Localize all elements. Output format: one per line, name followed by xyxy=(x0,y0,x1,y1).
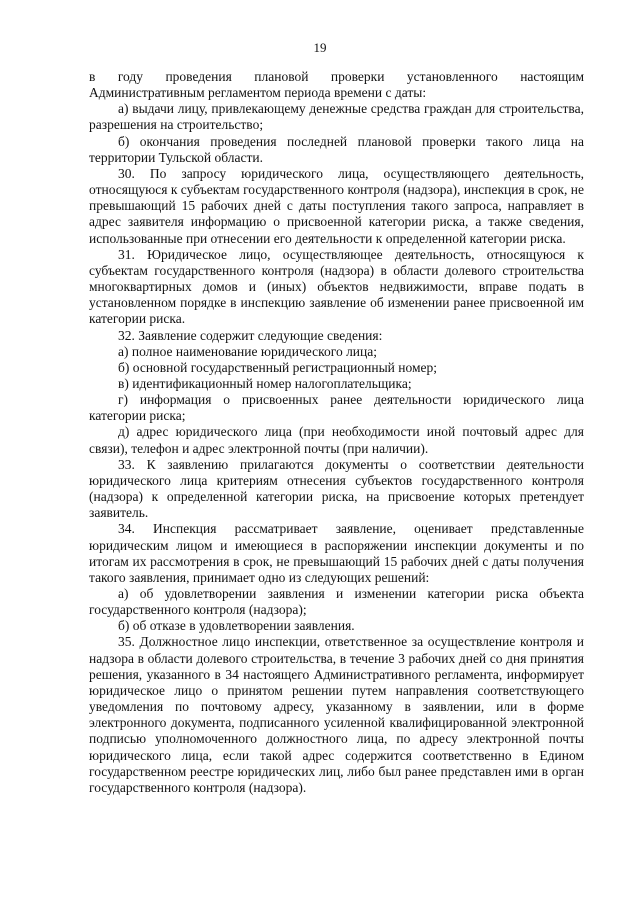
paragraph-35: 35. Должностное лицо инспекции, ответственное за осуществление контроля и надзора в области долевого строительства, в течение 3 рабочих дней со дня принятия решения, указанного в 34 настоящего Административного регламента, информирует юридическое лицо о принятом решении путем направления соответствующего уведомления по почтовому адресу, указанному в заявлении, или в форме электронного документа, подписанного усиленной квалифицированной электронной подписью уполномоченного должностного лица, по адресу электронной почты юридического лица, если такой адрес содержится соответственно в Едином государственном реестре юридических лиц, либо был ранее представлен ими в орган государственного контроля (надзора). xyxy=(89,634,584,795)
paragraph-32-item-a: а) полное наименование юридического лица; xyxy=(118,343,377,359)
paragraph-32-item-b: б) основной государственный регистрационный номер; xyxy=(118,359,438,375)
paragraph-32-item-c: в) идентификационный номер налогоплательщика; xyxy=(118,375,412,391)
paragraph-item-a-issuance: а) выдачи лицу, привлекающему денежные средства граждан для строительства, разрешения на строительство; xyxy=(89,101,584,133)
paragraph-31: 31. Юридическое лицо, осуществляющее деятельность, относящуюся к субъектам государственного контроля (надзора) в области долевого строительства многоквартирных домов и (иных) объектов недвижимости, вправе подать в установленном порядке в инспекцию заявление об изменении ранее присвоенной им категории риска. xyxy=(89,246,584,327)
paragraph-continuation: в году проведения плановой проверки установленного настоящим Административным регламентом периода времени с даты: xyxy=(89,69,584,101)
paragraph-33: 33. К заявлению прилагаются документы о соответствии деятельности юридического лица критериям отнесения субъектов государственного контроля (надзора) к определенной категории риска, на присвоение которых претендует заявитель. xyxy=(89,456,584,521)
document-body xyxy=(89,69,584,796)
paragraph-34-item-a: а) об удовлетворении заявления и изменении категории риска объекта государственного контроля (надзора); xyxy=(89,586,584,618)
paragraph-32: 32. Заявление содержит следующие сведения: xyxy=(118,327,383,343)
paragraph-30: 30. По запросу юридического лица, осуществляющего деятельность, относящуюся к субъектам государственного контроля (надзора), инспекция в срок, не превышающий 15 рабочих дней с даты поступления такого запроса, направляет в адрес заявителя информацию о присвоенной категории риска, а также сведения, использованные при отнесении его деятельности к определенной категории риска. xyxy=(89,165,584,246)
page-number: 19 xyxy=(313,40,327,55)
paragraph-32-item-d: г) информация о присвоенных ранее деятельности юридического лица категории риска; xyxy=(89,392,584,424)
paragraph-item-b-last-inspection: б) окончания проведения последней плановой проверки такого лица на территории Тульской области. xyxy=(89,133,584,165)
paragraph-34-item-b: б) об отказе в удовлетворении заявления. xyxy=(118,618,355,634)
paragraph-34: 34. Инспекция рассматривает заявление, оценивает представленные юридическим лицом и имеющиеся в распоряжении инспекции документы и по итогам их рассмотрения в срок, не превышающий 15 рабочих дней с даты получения такого заявления, принимает одно из следующих решений: xyxy=(89,521,584,585)
paragraph-32-item-e: д) адрес юридического лица (при необходимости иной почтовый адрес для связи), телефон и адрес электронной почты (при наличии). xyxy=(89,424,584,456)
